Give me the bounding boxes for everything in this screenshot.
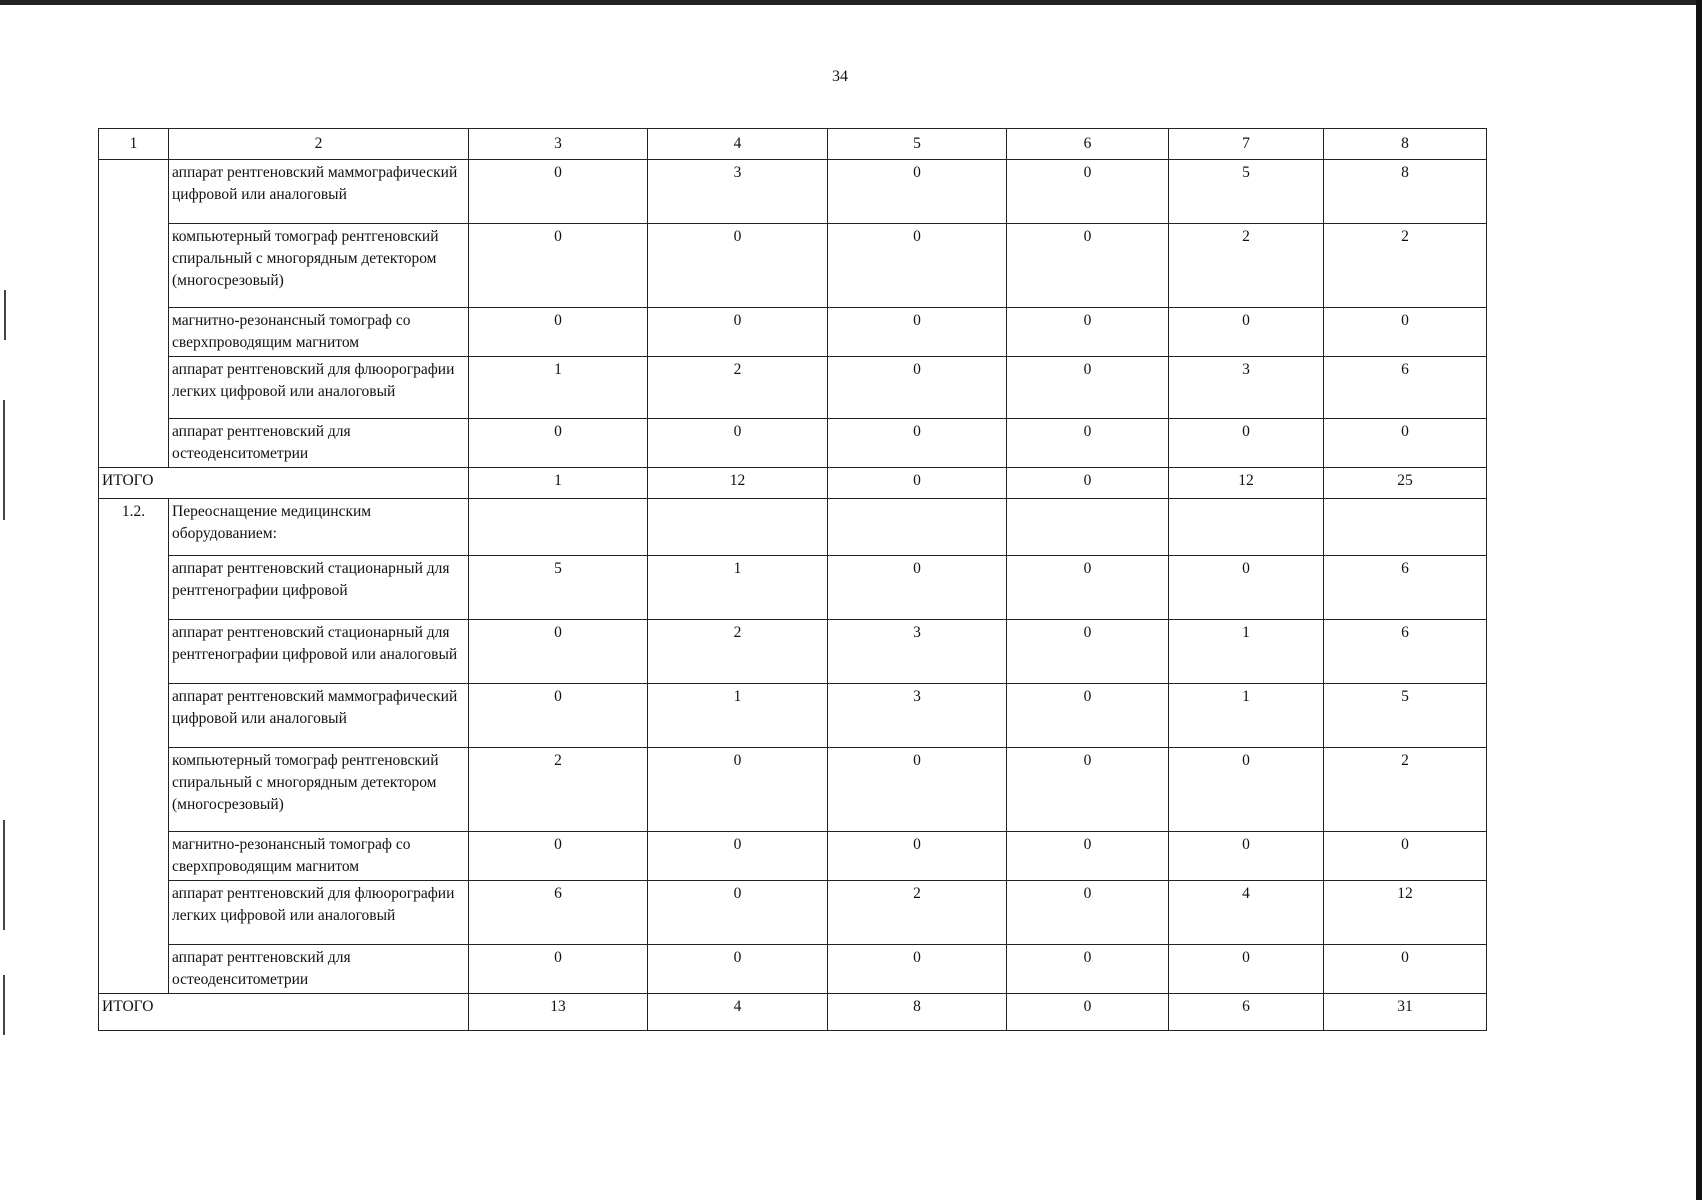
value-cell: 0 (1324, 419, 1487, 468)
value-cell: 0 (648, 419, 828, 468)
value-cell: 0 (469, 684, 648, 748)
value-cell: 0 (1007, 994, 1169, 1031)
value-cell: 0 (1007, 945, 1169, 994)
equipment-label: аппарат рентгеновский для остеоденситометрии (169, 945, 469, 994)
value-cell: 0 (1007, 556, 1169, 620)
value-cell: 2 (1324, 224, 1487, 308)
equipment-label: компьютерный томограф рентгеновский спиральный с многорядным детектором (многосрезовый) (169, 748, 469, 832)
value-cell: 5 (1169, 160, 1324, 224)
value-cell: 4 (648, 994, 828, 1031)
value-cell: 2 (828, 881, 1007, 945)
equipment-table (98, 128, 1487, 1031)
value-cell: 0 (828, 419, 1007, 468)
value-cell: 0 (1324, 308, 1487, 357)
value-cell: 2 (1169, 224, 1324, 308)
value-cell: 0 (1007, 160, 1169, 224)
equipment-label: аппарат рентгеновский для флюорографии легких цифровой или аналоговый (169, 357, 469, 419)
equipment-label: аппарат рентгеновский маммографический цифровой или аналоговый (169, 160, 469, 224)
total-row (99, 468, 1487, 499)
scan-right-edge (1696, 0, 1702, 1200)
equipment-label: аппарат рентгеновский стационарный для рентгенографии цифровой (169, 556, 469, 620)
scan-top-edge (0, 0, 1702, 5)
header-row (99, 129, 1487, 160)
value-cell: 0 (469, 832, 648, 881)
value-cell: 1 (1169, 684, 1324, 748)
value-cell: 0 (1007, 468, 1169, 499)
value-cell: 2 (648, 357, 828, 419)
header-cell: 1 (99, 129, 169, 160)
equipment-label: аппарат рентгеновский для остеоденситометрии (169, 419, 469, 468)
equipment-row (99, 419, 1487, 468)
equipment-row (99, 160, 1487, 224)
header-cell: 5 (828, 129, 1007, 160)
value-cell: 3 (648, 160, 828, 224)
empty-cell (469, 499, 648, 556)
total-row (99, 994, 1487, 1031)
header-cell: 4 (648, 129, 828, 160)
value-cell: 3 (828, 620, 1007, 684)
equipment-row (99, 748, 1487, 832)
empty-cell (828, 499, 1007, 556)
value-cell: 1 (648, 684, 828, 748)
value-cell: 0 (1324, 945, 1487, 994)
equipment-label: аппарат рентгеновский для флюорографии легких цифровой или аналоговый (169, 881, 469, 945)
value-cell: 0 (1169, 945, 1324, 994)
value-cell: 4 (1169, 881, 1324, 945)
value-cell: 0 (469, 308, 648, 357)
value-cell: 0 (648, 224, 828, 308)
equipment-label: магнитно-резонансный томограф со сверхпроводящим магнитом (169, 832, 469, 881)
value-cell: 12 (1324, 881, 1487, 945)
value-cell: 0 (469, 419, 648, 468)
empty-cell (1007, 499, 1169, 556)
value-cell: 0 (1007, 620, 1169, 684)
equipment-row (99, 832, 1487, 881)
header-cell: 2 (169, 129, 469, 160)
equipment-label: магнитно-резонансный томограф со сверхпроводящим магнитом (169, 308, 469, 357)
value-cell: 1 (469, 468, 648, 499)
header-cell: 6 (1007, 129, 1169, 160)
equipment-label: компьютерный томограф рентгеновский спиральный с многорядным детектором (многосрезовый) (169, 224, 469, 308)
value-cell: 5 (1324, 684, 1487, 748)
value-cell: 6 (469, 881, 648, 945)
value-cell: 12 (1169, 468, 1324, 499)
equipment-table-container (98, 128, 1487, 1031)
value-cell: 0 (828, 945, 1007, 994)
equipment-row (99, 945, 1487, 994)
section-title: Переоснащение медицинским оборудованием: (169, 499, 469, 556)
value-cell: 2 (1324, 748, 1487, 832)
value-cell: 0 (648, 748, 828, 832)
value-cell: 6 (1324, 620, 1487, 684)
equipment-row (99, 881, 1487, 945)
value-cell: 13 (469, 994, 648, 1031)
value-cell: 0 (469, 620, 648, 684)
equipment-row (99, 224, 1487, 308)
value-cell: 0 (1169, 419, 1324, 468)
empty-cell (1169, 499, 1324, 556)
equipment-row (99, 556, 1487, 620)
value-cell: 6 (1324, 357, 1487, 419)
scan-margin-mark (4, 290, 6, 340)
value-cell: 0 (1007, 881, 1169, 945)
value-cell: 8 (828, 994, 1007, 1031)
value-cell: 0 (648, 881, 828, 945)
value-cell: 0 (1324, 832, 1487, 881)
header-cell: 8 (1324, 129, 1487, 160)
empty-cell (1324, 499, 1487, 556)
section-title-row (99, 499, 1487, 556)
value-cell: 0 (828, 357, 1007, 419)
value-cell: 0 (1007, 419, 1169, 468)
value-cell: 1 (469, 357, 648, 419)
value-cell: 0 (828, 224, 1007, 308)
value-cell: 0 (1007, 748, 1169, 832)
value-cell: 0 (648, 832, 828, 881)
value-cell: 0 (828, 748, 1007, 832)
value-cell: 1 (648, 556, 828, 620)
value-cell: 0 (828, 468, 1007, 499)
value-cell: 0 (1169, 308, 1324, 357)
value-cell: 25 (1324, 468, 1487, 499)
equipment-row (99, 357, 1487, 419)
value-cell: 2 (648, 620, 828, 684)
value-cell: 5 (469, 556, 648, 620)
value-cell: 3 (828, 684, 1007, 748)
equipment-row (99, 308, 1487, 357)
empty-cell (648, 499, 828, 556)
section-number-cell (99, 160, 169, 468)
value-cell: 0 (828, 308, 1007, 357)
total-label: ИТОГО (99, 468, 469, 499)
equipment-label: аппарат рентгеновский маммографический цифровой или аналоговый (169, 684, 469, 748)
value-cell: 0 (1007, 308, 1169, 357)
value-cell: 1 (1169, 620, 1324, 684)
value-cell: 6 (1169, 994, 1324, 1031)
value-cell: 0 (1007, 684, 1169, 748)
value-cell: 0 (1169, 832, 1324, 881)
value-cell: 12 (648, 468, 828, 499)
equipment-row (99, 620, 1487, 684)
value-cell: 0 (1169, 556, 1324, 620)
value-cell: 31 (1324, 994, 1487, 1031)
value-cell: 0 (828, 832, 1007, 881)
value-cell: 6 (1324, 556, 1487, 620)
value-cell: 3 (1169, 357, 1324, 419)
equipment-row (99, 684, 1487, 748)
page-number: 34 (832, 68, 848, 85)
value-cell: 0 (828, 556, 1007, 620)
section-number: 1.2. (99, 499, 169, 994)
value-cell: 0 (469, 160, 648, 224)
scan-margin-mark (3, 975, 5, 1035)
equipment-label: аппарат рентгеновский стационарный для рентгенографии цифровой или аналоговый (169, 620, 469, 684)
scan-margin-mark (3, 820, 5, 930)
value-cell: 0 (1169, 748, 1324, 832)
value-cell: 8 (1324, 160, 1487, 224)
value-cell: 0 (469, 224, 648, 308)
total-label: ИТОГО (99, 994, 469, 1031)
header-cell: 3 (469, 129, 648, 160)
scan-margin-mark (3, 400, 5, 520)
value-cell: 0 (648, 945, 828, 994)
header-cell: 7 (1169, 129, 1324, 160)
value-cell: 0 (828, 160, 1007, 224)
value-cell: 2 (469, 748, 648, 832)
value-cell: 0 (1007, 224, 1169, 308)
value-cell: 0 (1007, 832, 1169, 881)
value-cell: 0 (1007, 357, 1169, 419)
value-cell: 0 (648, 308, 828, 357)
value-cell: 0 (469, 945, 648, 994)
